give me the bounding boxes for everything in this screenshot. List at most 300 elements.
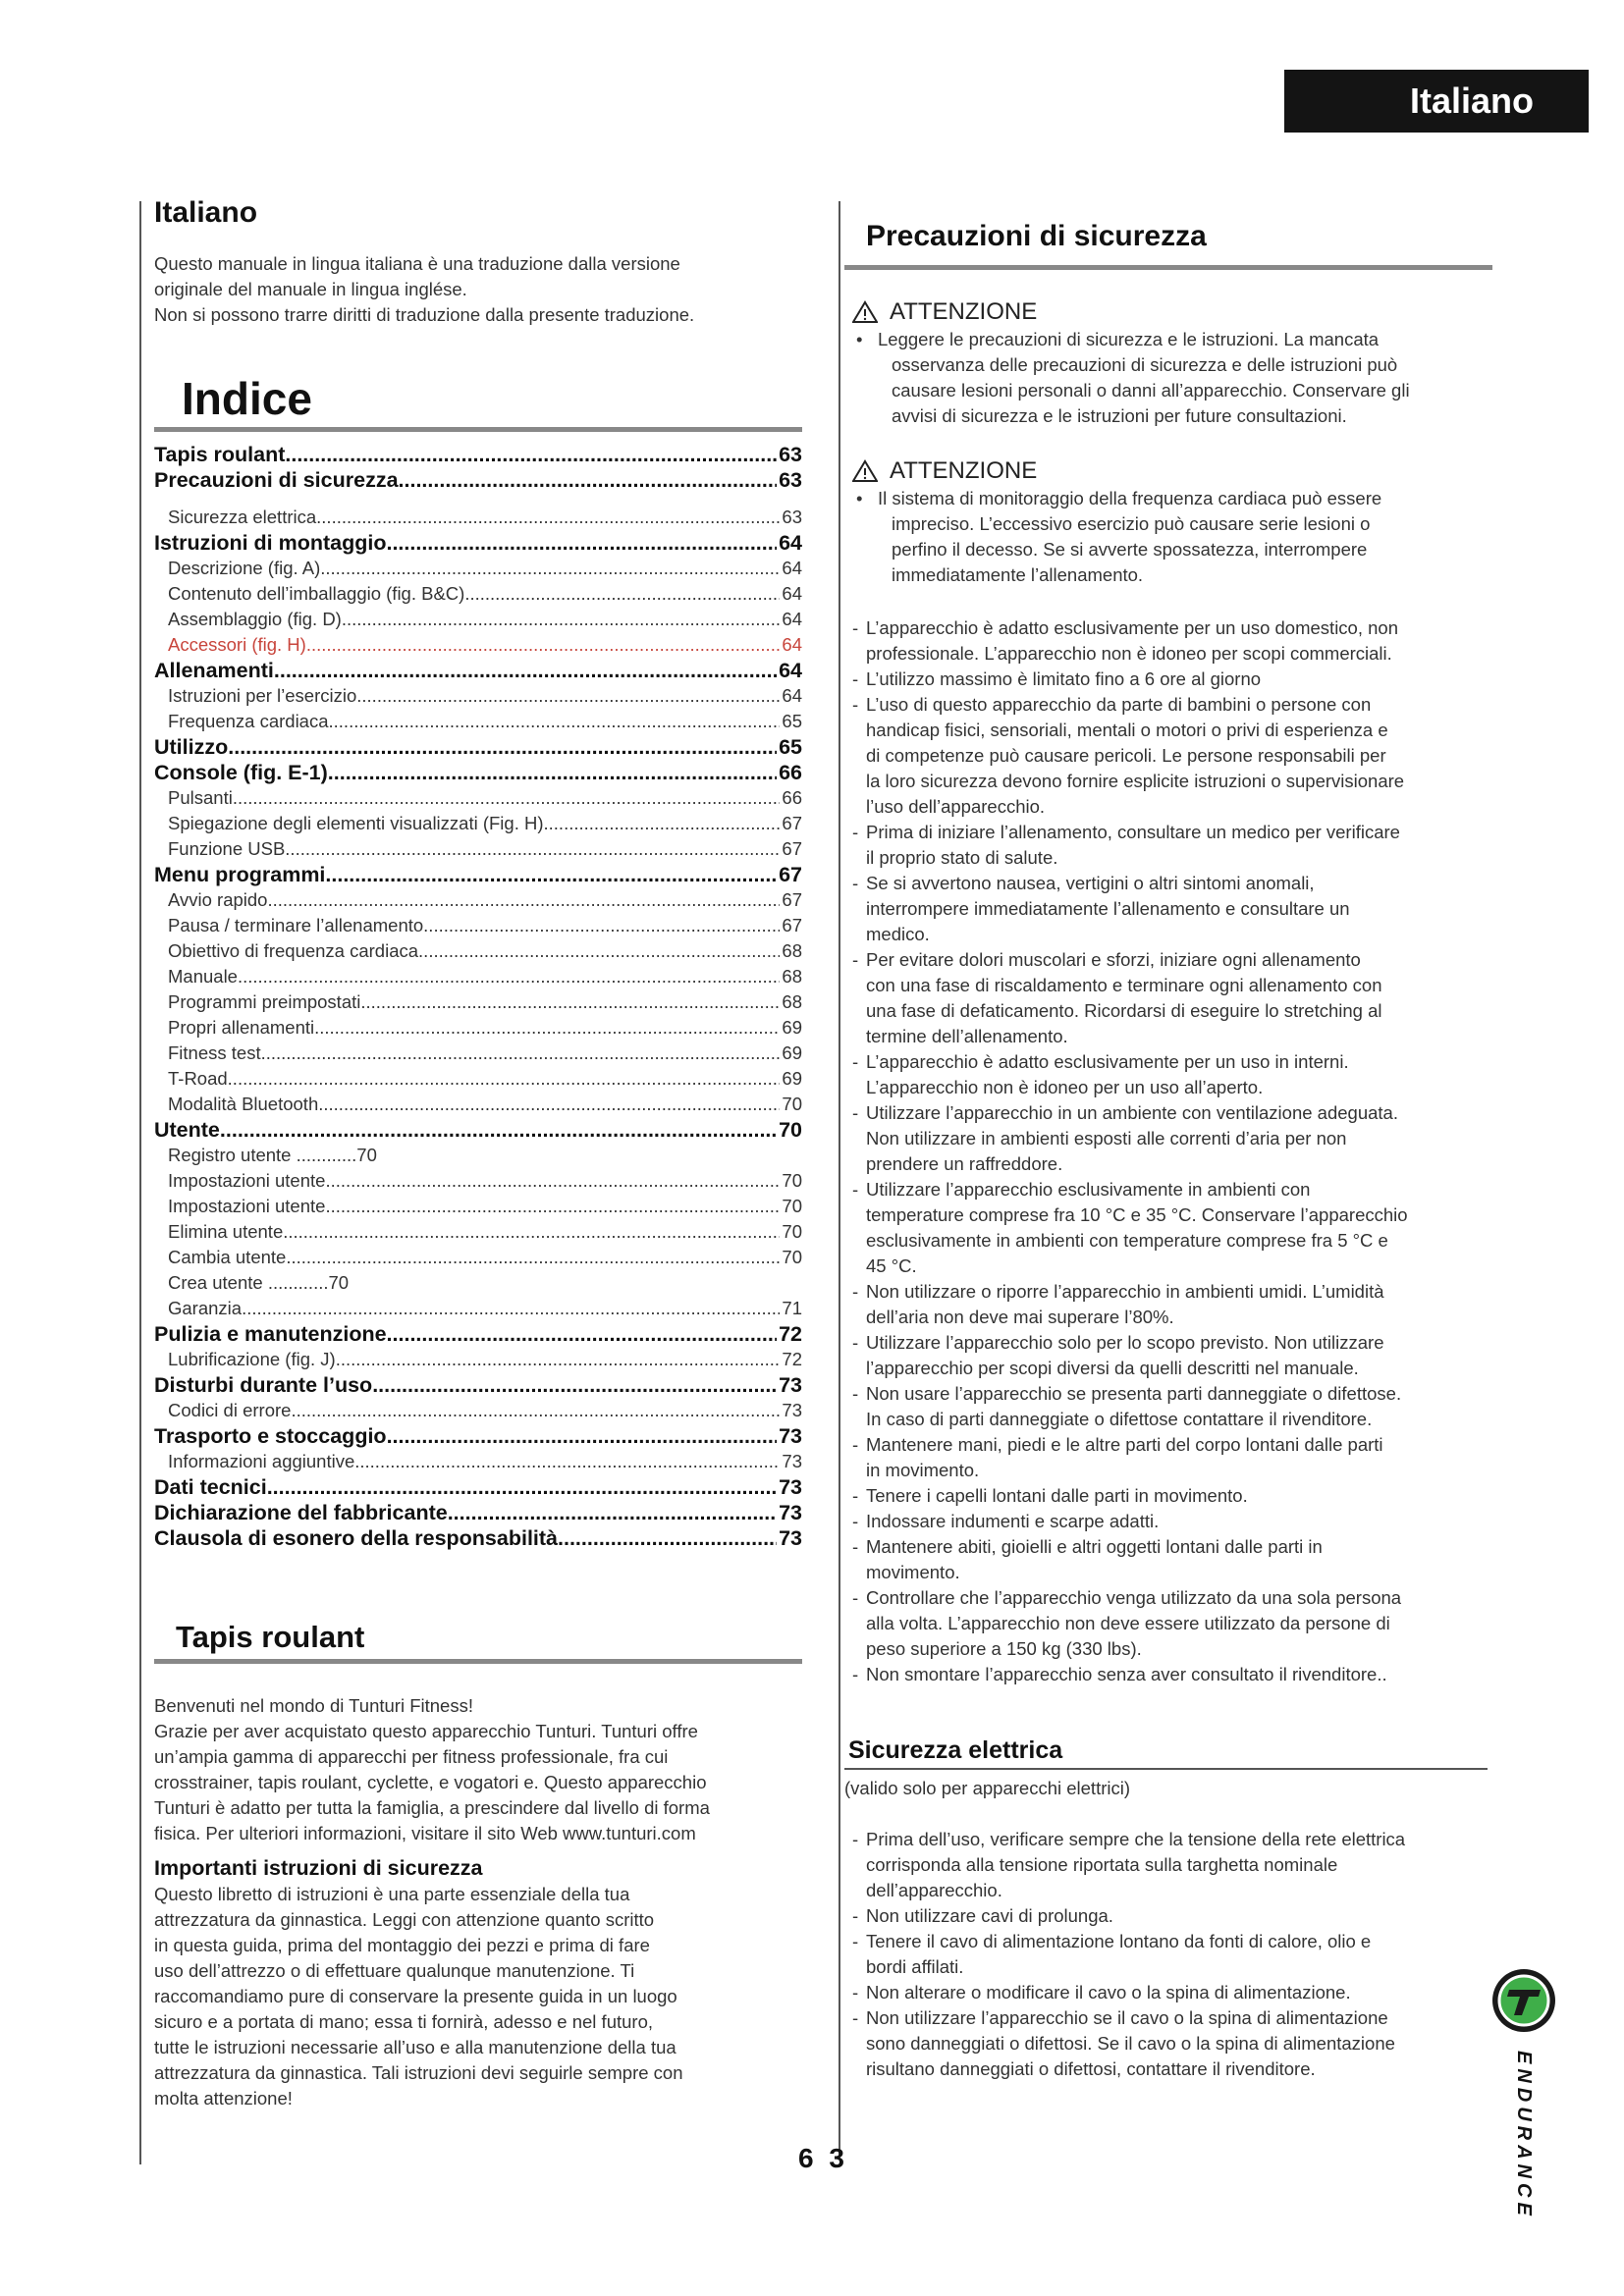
list-item-line: L’uso di questo apparecchio da parte di bambini o persone con: [866, 694, 1372, 715]
right-column-rule: [839, 201, 840, 2160]
toc-entry-label: Console (fig. E-1): [154, 761, 328, 784]
toc-entry[interactable]: [154, 913, 802, 938]
safety-rule-item: [852, 667, 1492, 692]
toc-entry[interactable]: [154, 1500, 802, 1525]
list-item-text: [866, 2005, 1395, 2082]
toc-entry[interactable]: [154, 1219, 802, 1245]
list-item-text: [866, 1509, 1159, 1534]
warning-line: causare lesioni personali o danni all’apparecchio. Conservare gli: [892, 380, 1410, 400]
toc-entry[interactable]: [154, 862, 802, 887]
index-title-bar: [154, 427, 802, 432]
toc-dot-leader: [267, 1474, 777, 1500]
toc-spacer: [154, 493, 802, 505]
safety-rule-item: [852, 1585, 1492, 1662]
warning-line: perfino il decesso. Se si avverte spossatezza, interrompere: [892, 539, 1368, 560]
toc-entry-page: 69: [782, 1017, 802, 1038]
list-item-line: di competenze può causare pericoli. Le persone responsabili per: [866, 745, 1386, 766]
toc-entry-label: Pulizia e manutenzione: [154, 1322, 387, 1346]
dash-marker: -: [852, 1905, 859, 1926]
toc-entry-page: 70: [782, 1094, 802, 1114]
list-item-line: con una fase di riscaldamento e terminare ogni allenamento con: [866, 975, 1382, 995]
toc-entry-page: 64: [779, 531, 802, 555]
safety-rule-item: [852, 1534, 1492, 1585]
list-item-text: [866, 1980, 1351, 2005]
dash-marker: -: [852, 873, 859, 893]
safety-rules-list: [844, 615, 1492, 1687]
safety-rule-item: [852, 1662, 1492, 1687]
warning-line: immediatamente l’allenamento.: [892, 564, 1144, 585]
toc-entry-page: 73: [779, 1424, 802, 1448]
list-item-line: termine dell’allenamento.: [866, 1026, 1068, 1046]
toc-dot-leader: [325, 1194, 780, 1219]
toc-dot-leader: [228, 1066, 781, 1092]
list-item-line: una fase di defaticamento. Ricordarsi di eseguire lo stretching al: [866, 1000, 1382, 1021]
toc-entry-page: 73: [782, 1451, 802, 1471]
toc-dot-leader: [291, 1398, 780, 1423]
list-item-text: [866, 1100, 1398, 1177]
table-of-contents: [154, 442, 802, 1551]
list-item-text: [866, 1903, 1113, 1929]
list-item-text: [866, 947, 1382, 1049]
list-item-line: Utilizzare l’apparecchio solo per lo scopo previsto. Non utilizzare: [866, 1332, 1384, 1353]
toc-entry-page: 65: [782, 711, 802, 731]
warning-heading-2: [852, 456, 1492, 486]
toc-entry-label: Utilizzo: [154, 735, 229, 759]
toc-entry[interactable]: [154, 1296, 802, 1321]
dash-marker: -: [852, 1434, 859, 1455]
safety-rule-item: [852, 1509, 1492, 1534]
toc-entry-page: 66: [782, 787, 802, 808]
dash-marker: -: [852, 1587, 859, 1608]
dash-marker: -: [852, 1102, 859, 1123]
important-line: attrezzatura da ginnastica. Leggi con attenzione quanto scritto: [154, 1909, 655, 1930]
list-item-line: Utilizzare l’apparecchio esclusivamente in ambienti con: [866, 1179, 1311, 1200]
list-item-line: prendere un raffreddore.: [866, 1153, 1063, 1174]
toc-entry-label: Obiettivo di frequenza cardiaca: [168, 940, 419, 961]
toc-entry[interactable]: [154, 1194, 802, 1219]
list-item-text: [866, 1534, 1323, 1585]
list-item-line: movimento.: [866, 1562, 960, 1582]
toc-entry-label: Utente: [154, 1118, 220, 1142]
list-item-line: Non utilizzare l’apparecchio se il cavo o la spina di alimentazione: [866, 2007, 1388, 2028]
toc-entry-label: Disturbi durante l’uso: [154, 1373, 373, 1397]
list-item-text: [866, 1381, 1401, 1432]
toc-entry-page: 64: [782, 583, 802, 604]
toc-entry-page: 71: [782, 1298, 802, 1318]
toc-dot-leader: [342, 607, 781, 632]
toc-entry[interactable]: [154, 1372, 802, 1398]
dash-marker: -: [852, 1179, 859, 1200]
warning-text-1: • Leggere le precauzioni di sicurezza e le istruzioni. La mancata osservanza delle precauzioni di sicurezza e delle istruzioni può causare lesioni personali o danni all’apparecchio. Conservare gli avvisi di sicurezza e le istruzioni per future consultazioni.: [856, 327, 1492, 429]
toc-entry[interactable]: [154, 1398, 802, 1423]
list-item-line: dell’aria non deve mai superare l’80%.: [866, 1307, 1174, 1327]
right-column: [844, 216, 1492, 2082]
list-item-line: Mantenere mani, piedi e le altre parti del corpo lontani dalle parti: [866, 1434, 1383, 1455]
welcome-line: un’ampia gamma di apparecchi per fitness professionale, fra cui: [154, 1746, 669, 1767]
list-item-line: l’uso dell’apparecchio.: [866, 796, 1046, 817]
warning-line: avvisi di sicurezza e le istruzioni per future consultazioni.: [892, 405, 1347, 426]
welcome-paragraph: [154, 1693, 802, 1846]
toc-entry-label: Codici di errore: [168, 1400, 292, 1420]
list-item-line: Tenere i capelli lontani dalle parti in movimento.: [866, 1485, 1248, 1506]
toc-entry-label: Menu programmi: [154, 863, 326, 886]
toc-entry[interactable]: [154, 581, 802, 607]
important-safety-heading: Importanti istruzioni di sicurezza: [154, 1856, 483, 1880]
warning-triangle-icon: [852, 300, 878, 324]
toc-entry-label: Contenuto dell’imballaggio (fig. B&C): [168, 583, 465, 604]
intro-line: Questo manuale in lingua italiana è una traduzione dalla versione: [154, 253, 680, 274]
list-item-text: [866, 1177, 1408, 1279]
index-title: Indice: [182, 373, 312, 424]
list-item-line: Non usare l’apparecchio se presenta parti danneggiate o difettose.: [866, 1383, 1402, 1404]
toc-dot-leader: [356, 683, 780, 709]
list-item-text: [866, 667, 1261, 692]
list-item-line: Indossare indumenti e scarpe adatti.: [866, 1511, 1160, 1531]
intro-line: originale del manuale in lingua inglése.: [154, 279, 467, 299]
safety-rule-item: [852, 1381, 1492, 1432]
safety-rule-item: [852, 1279, 1492, 1330]
dash-marker: -: [852, 1664, 859, 1684]
toc-entry-page: 63: [779, 443, 802, 466]
toc-entry[interactable]: [154, 530, 802, 556]
toc-dot-leader: [328, 760, 777, 785]
toc-entry[interactable]: [154, 709, 802, 734]
important-line: Questo libretto di istruzioni è una parte essenziale della tua: [154, 1884, 630, 1904]
safety-rule-item: [852, 820, 1492, 871]
list-item-text: [866, 1483, 1248, 1509]
dash-marker: -: [852, 1051, 859, 1072]
toc-entry[interactable]: [154, 632, 802, 658]
toc-entry[interactable]: [154, 556, 802, 581]
toc-entry[interactable]: [154, 887, 802, 913]
list-item-line: Prima dell’uso, verificare sempre che la tensione della rete elettrica: [866, 1829, 1406, 1849]
list-item-line: L’utilizzo massimo è limitato fino a 6 ore al giorno: [866, 668, 1262, 689]
toc-entry-page: 63: [779, 468, 802, 492]
toc-entry[interactable]: [154, 938, 802, 964]
list-item-text: [866, 1662, 1387, 1687]
toc-entry[interactable]: [154, 607, 802, 632]
dash-marker: -: [852, 1982, 859, 2002]
dash-marker: -: [852, 617, 859, 638]
toc-entry-label: Crea utente ............70: [168, 1272, 350, 1293]
dash-marker: -: [852, 1485, 859, 1506]
list-item-line: dell’apparecchio.: [866, 1880, 1002, 1900]
toc-entry[interactable]: [154, 1423, 802, 1449]
toc-entry[interactable]: [154, 1525, 802, 1551]
safety-rule-item: [852, 1100, 1492, 1177]
toc-entry[interactable]: [154, 989, 802, 1015]
list-item-line: risultano danneggiati o difettosi, contattare il rivenditore.: [866, 2058, 1316, 2079]
toc-entry[interactable]: [154, 1347, 802, 1372]
toc-dot-leader: [316, 505, 780, 530]
toc-entry[interactable]: [154, 1270, 802, 1296]
list-item-text: [866, 615, 1398, 667]
toc-dot-leader: [360, 989, 780, 1015]
toc-entry[interactable]: [154, 964, 802, 989]
toc-entry[interactable]: [154, 683, 802, 709]
toc-entry-label: Dati tecnici: [154, 1475, 267, 1499]
toc-entry-page: 67: [782, 813, 802, 833]
toc-dot-leader: [387, 1423, 778, 1449]
warning-label-1: ATTENZIONE: [890, 298, 1038, 325]
toc-entry-page: 66: [779, 761, 802, 784]
list-item-line: 45 °C.: [866, 1255, 917, 1276]
toc-entry-label: Istruzioni di montaggio: [154, 531, 387, 555]
toc-entry-page: 70: [782, 1247, 802, 1267]
warning-line: Il sistema di monitoraggio della frequenza cardiaca può essere: [878, 488, 1382, 508]
toc-entry-label: Pausa / terminare l’allenamento: [168, 915, 424, 935]
welcome-line: crosstrainer, tapis roulant, cyclette, e vogatori e. Questo apparecchio: [154, 1772, 707, 1792]
list-item-line: Non utilizzare o riporre l’apparecchio in ambienti umidi. L’umidità: [866, 1281, 1384, 1302]
toc-entry[interactable]: [154, 1092, 802, 1117]
electrical-safety-heading: Sicurezza elettrica: [848, 1736, 1063, 1764]
toc-entry[interactable]: [154, 1143, 802, 1168]
toc-entry-label: Lubrificazione (fig. J): [168, 1349, 336, 1369]
list-item-line: Prima di iniziare l’allenamento, consultare un medico per verificare: [866, 822, 1400, 842]
list-item-line: Mantenere abiti, gioielli e altri oggetti lontani dalle parti in: [866, 1536, 1323, 1557]
electrical-rule-item: [852, 1980, 1492, 2005]
toc-entry[interactable]: [154, 1117, 802, 1143]
toc-entry-page: 67: [782, 838, 802, 859]
toc-entry[interactable]: [154, 1474, 802, 1500]
toc-entry[interactable]: [154, 1321, 802, 1347]
toc-dot-leader: [336, 1347, 781, 1372]
list-item-line: bordi affilati.: [866, 1956, 964, 1977]
list-item-line: temperature comprese fra 10 °C e 35 °C. Conservare l’apparecchio: [866, 1204, 1408, 1225]
safety-rule-item: [852, 692, 1492, 820]
dash-marker: -: [852, 1281, 859, 1302]
toc-dot-leader: [283, 1219, 780, 1245]
dash-marker: -: [852, 949, 859, 970]
toc-entry-label: Accessori (fig. H): [168, 634, 306, 655]
toc-dot-leader: [228, 734, 777, 760]
list-item-text: [866, 1049, 1349, 1100]
tapis-title-bar: [154, 1659, 802, 1664]
toc-dot-leader: [285, 836, 780, 862]
electrical-safety-note: (valido solo per apparecchi elettrici): [844, 1778, 1130, 1798]
welcome-line: Grazie per aver acquistato questo apparecchio Tunturi. Tunturi offre: [154, 1721, 698, 1741]
list-item-line: il proprio stato di salute.: [866, 847, 1058, 868]
list-item-line: medico.: [866, 924, 930, 944]
important-line: raccomandiamo pure di conservare la presente guida in un luogo: [154, 1986, 677, 2006]
toc-entry[interactable]: [154, 811, 802, 836]
list-item-line: Se si avvertono nausea, vertigini o altri sintomi anomali,: [866, 873, 1315, 893]
toc-dot-leader: [274, 658, 777, 683]
toc-dot-leader: [261, 1041, 781, 1066]
toc-entry-page: 65: [779, 735, 802, 759]
toc-entry-label: Assemblaggio (fig. D): [168, 609, 342, 629]
toc-dot-leader: [318, 1092, 780, 1117]
toc-entry-label: Trasporto e stoccaggio: [154, 1424, 387, 1448]
list-item-line: Utilizzare l’apparecchio in un ambiente con ventilazione adeguata.: [866, 1102, 1398, 1123]
toc-dot-leader: [314, 1015, 780, 1041]
list-item-text: [866, 1585, 1401, 1662]
toc-entry-page: 73: [779, 1373, 802, 1397]
toc-dot-leader: [285, 442, 777, 467]
toc-entry-label: Precauzioni di sicurezza: [154, 468, 399, 492]
toc-entry-label: Allenamenti: [154, 659, 274, 682]
toc-entry[interactable]: [154, 785, 802, 811]
toc-entry-label: Funzione USB: [168, 838, 286, 859]
toc-dot-leader: [372, 1372, 777, 1398]
list-item-line: In caso di parti danneggiate o difettose contattare il rivenditore.: [866, 1409, 1373, 1429]
list-item-line: corrisponda alla tensione riportata sulla targhetta nominale: [866, 1854, 1338, 1875]
list-item-line: l’apparecchio per scopi diversi da quelli descritti nel manuale.: [866, 1358, 1359, 1378]
list-item-line: peso superiore a 150 kg (330 lbs).: [866, 1638, 1142, 1659]
toc-entry-page: 68: [782, 991, 802, 1012]
dash-marker: -: [852, 822, 859, 842]
toc-entry-page: 70: [782, 1196, 802, 1216]
toc-entry[interactable]: [154, 1449, 802, 1474]
toc-entry-page: 67: [782, 889, 802, 910]
safety-rule-item: [852, 1049, 1492, 1100]
warning-triangle-icon: [852, 459, 878, 483]
electrical-rule-item: [852, 2005, 1492, 2082]
important-line: in questa guida, prima del montaggio dei pezzi e prima di fare: [154, 1935, 650, 1955]
toc-entry-page: 67: [782, 915, 802, 935]
electrical-rule-item: [852, 1827, 1492, 1903]
toc-entry[interactable]: [154, 734, 802, 760]
toc-entry[interactable]: [154, 1041, 802, 1066]
toc-entry-page: 73: [779, 1526, 802, 1550]
safety-rule-item: [852, 871, 1492, 947]
dash-marker: -: [852, 2007, 859, 2028]
toc-entry-page: 64: [782, 609, 802, 629]
brand-text: ENDURANCE: [1513, 2051, 1535, 2220]
toc-entry[interactable]: [154, 1015, 802, 1041]
toc-entry[interactable]: [154, 836, 802, 862]
warning-line: osservanza delle precauzioni di sicurezza e delle istruzioni può: [892, 354, 1398, 375]
endurance-brand-mark: [1508, 2047, 1543, 2243]
dash-marker: -: [852, 1536, 859, 1557]
toc-entry-label: Cambia utente: [168, 1247, 287, 1267]
list-item-line: Tenere il cavo di alimentazione lontano da fonti di calore, olio e: [866, 1931, 1372, 1951]
toc-dot-leader: [233, 785, 781, 811]
toc-entry-label: Fitness test: [168, 1042, 261, 1063]
left-column: [154, 191, 802, 2111]
toc-entry-label: Tapis roulant: [154, 443, 286, 466]
welcome-line: fisica. Per ulteriori informazioni, visitare il sito Web www.tunturi.com: [154, 1823, 696, 1843]
list-item-line: la loro sicurezza devono fornire esplicite istruzioni o supervisionare: [866, 771, 1405, 791]
warning-label-2: ATTENZIONE: [890, 457, 1038, 484]
toc-entry-page: 70: [782, 1170, 802, 1191]
toc-entry-label: Programmi preimpostati: [168, 991, 361, 1012]
safety-rule-item: [852, 615, 1492, 667]
toc-entry-label: Impostazioni utente: [168, 1170, 326, 1191]
list-item-text: [866, 871, 1350, 947]
toc-entry-page: 69: [782, 1068, 802, 1089]
toc-entry-label: Propri allenamenti: [168, 1017, 315, 1038]
toc-entry[interactable]: [154, 505, 802, 530]
list-item-line: alla volta. L’apparecchio non deve essere utilizzato da persone di: [866, 1613, 1390, 1633]
toc-dot-leader: [558, 1525, 777, 1551]
toc-dot-leader: [267, 887, 780, 913]
toc-entry-page: 64: [782, 685, 802, 706]
list-item-text: [866, 1330, 1384, 1381]
toc-entry-label: Descrizione (fig. A): [168, 558, 321, 578]
toc-entry-label: T-Road: [168, 1068, 228, 1089]
toc-entry-page: 73: [782, 1400, 802, 1420]
list-item-text: [866, 692, 1404, 820]
toc-dot-leader: [286, 1245, 780, 1270]
electrical-safety-list: [844, 1827, 1492, 2082]
warning-line: impreciso. L’eccessivo esercizio può causare serie lesioni o: [892, 513, 1371, 534]
safety-rule-item: [852, 1177, 1492, 1279]
toc-dot-leader: [320, 556, 780, 581]
list-item-line: in movimento.: [866, 1460, 980, 1480]
toc-entry[interactable]: [154, 1245, 802, 1270]
left-column-rule: [139, 201, 141, 2164]
dash-marker: -: [852, 1829, 859, 1849]
toc-entry[interactable]: [154, 1066, 802, 1092]
safety-rule-item: [852, 947, 1492, 1049]
list-item-line: handicap fisici, sensoriali, mentali o motori o privi di esperienza e: [866, 720, 1388, 740]
list-item-line: sono danneggiati o difettosi. Se il cavo o la spina di alimentazione: [866, 2033, 1395, 2054]
toc-entry[interactable]: [154, 467, 802, 493]
toc-entry-page: 64: [779, 659, 802, 682]
section-heading-tapis-roulant: Tapis roulant: [176, 1620, 365, 1654]
important-line: attrezzatura da ginnastica. Tali istruzioni devi seguirle sempre con: [154, 2062, 683, 2083]
toc-entry-page: 68: [782, 966, 802, 987]
toc-dot-leader: [418, 938, 780, 964]
toc-entry-label: Dichiarazione del fabbricante: [154, 1501, 448, 1524]
toc-entry-label: Frequenza cardiaca: [168, 711, 329, 731]
toc-entry-page: 69: [782, 1042, 802, 1063]
toc-entry-page: 72: [782, 1349, 802, 1369]
electrical-rule-item: [852, 1903, 1492, 1929]
dash-marker: -: [852, 694, 859, 715]
toc-entry-page: 64: [782, 634, 802, 655]
toc-entry-page: 73: [779, 1501, 802, 1524]
toc-dot-leader: [423, 913, 780, 938]
list-item-line: L’apparecchio è adatto esclusivamente per un uso domestico, non: [866, 617, 1398, 638]
section-heading-safety-precautions: Precauzioni di sicurezza: [866, 220, 1207, 252]
toc-dot-leader: [387, 1321, 778, 1347]
electrical-safety-rule: [844, 1768, 1488, 1770]
safety-rule-item: [852, 1330, 1492, 1381]
list-item-line: Non utilizzare in ambienti esposti alle correnti d’aria per non: [866, 1128, 1347, 1148]
toc-entry-label: Garanzia: [168, 1298, 243, 1318]
intro-paragraph: [154, 251, 802, 328]
toc-dot-leader: [354, 1449, 780, 1474]
welcome-line: Benvenuti nel mondo di Tunturi Fitness!: [154, 1695, 473, 1716]
intro-line: Non si possono trarre diritti di traduzione dalla presente traduzione.: [154, 304, 695, 325]
toc-entry[interactable]: [154, 658, 802, 683]
list-item-text: [866, 1432, 1383, 1483]
dash-marker: -: [852, 1931, 859, 1951]
list-item-line: Non smontare l’apparecchio senza aver consultato il rivenditore..: [866, 1664, 1387, 1684]
toc-entry-label: Manuale: [168, 966, 238, 987]
dash-marker: -: [852, 1383, 859, 1404]
toc-dot-leader: [306, 632, 781, 658]
toc-entry-page: 63: [782, 507, 802, 527]
safety-rule-item: [852, 1483, 1492, 1509]
toc-entry-page: 70: [782, 1221, 802, 1242]
toc-entry[interactable]: [154, 442, 802, 467]
toc-dot-leader: [448, 1500, 777, 1525]
toc-entry-page: 72: [779, 1322, 802, 1346]
list-item-line: L’apparecchio non è idoneo per un uso all’aperto.: [866, 1077, 1264, 1097]
warning-text-2: • Il sistema di monitoraggio della frequenza cardiaca può essere impreciso. L’eccessivo esercizio può causare serie lesioni o perfino il decesso. Se si avverte spossatezza, interrompere immediatamente l’allenamento.: [856, 486, 1492, 588]
tunturi-logo-icon: [1489, 1966, 1558, 2035]
list-item-line: L’apparecchio è adatto esclusivamente per un uso in interni.: [866, 1051, 1349, 1072]
list-item-text: [866, 1827, 1405, 1903]
toc-entry[interactable]: [154, 1168, 802, 1194]
dash-marker: -: [852, 1511, 859, 1531]
toc-entry[interactable]: [154, 760, 802, 785]
toc-entry-page: 67: [779, 863, 802, 886]
toc-entry-label: Clausola di esonero della responsabilità: [154, 1526, 559, 1550]
